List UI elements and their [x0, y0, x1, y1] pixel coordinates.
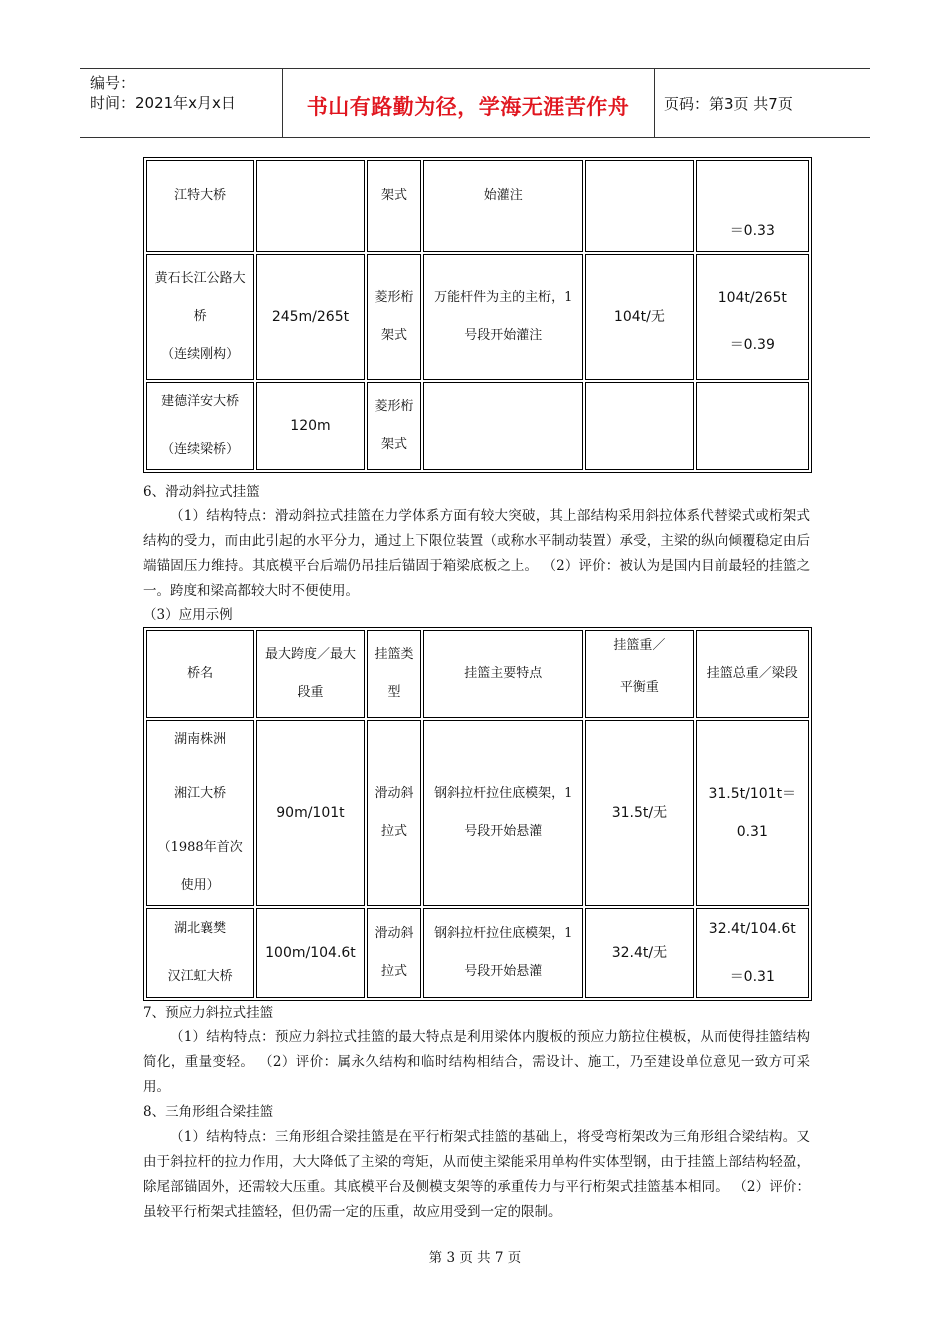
bridge-name: 湖北襄樊 汉江虹大桥: [146, 908, 254, 998]
header-basket-type: 挂篮类 型: [367, 630, 422, 718]
basket-weight: 31.5t/无: [585, 720, 693, 906]
basket-weight: 32.4t/无: [585, 908, 693, 998]
header-bridge-name: 桥名: [146, 630, 254, 718]
section-7-paragraph: （1）结构特点：预应力斜拉式挂篮的最大特点是利用梁体内腹板的预应力筋拉住模板，从而使得挂篮结构简化，重量变轻。 （2）评价：属永久结构和临时结构相结合，需设计、施工，乃至建设单位意见一致方可采用。: [143, 1029, 810, 1095]
weight-ratio: 104t/265t ＝0.39: [696, 254, 809, 380]
time-label: 时间：2021年x月x日: [90, 94, 236, 112]
page-info: 页码：第3页 共7页: [664, 95, 793, 113]
table-row: [146, 254, 809, 380]
table-row: [146, 382, 809, 470]
basket-weight: [585, 382, 693, 470]
basket-weight: 104t/无: [585, 254, 693, 380]
basket-features: 钢斜拉杆拉住底模架，1 号段开始悬灌: [423, 720, 583, 906]
header-left: [90, 73, 236, 113]
page-footer: 第 3 页 共 7 页: [428, 1250, 522, 1266]
weight-ratio: 32.4t/104.6t ＝0.31: [696, 908, 809, 998]
basket-type: 菱形桁 架式: [367, 382, 422, 470]
bridge-name: 江特大桥: [146, 160, 254, 252]
header-basket-features: 挂篮主要特点: [423, 630, 583, 718]
weight-ratio: ＝0.33: [696, 160, 809, 252]
header-divider: [654, 69, 655, 137]
basket-features: 钢斜拉杆拉住底模架，1 号段开始悬灌: [423, 908, 583, 998]
basket-type: 滑动斜 拉式: [367, 908, 422, 998]
basket-type: 架式: [367, 160, 422, 252]
page-header: [80, 68, 870, 138]
header-span-weight: 最大跨度／最大 段重: [256, 630, 364, 718]
weight-ratio: 31.5t/101t＝ 0.31: [696, 720, 809, 906]
span-weight: [256, 160, 364, 252]
section-6-title: 6、滑动斜拉式挂篮: [143, 484, 260, 500]
bridge-name: 黄石长江公路大 桥 （连续刚构）: [146, 254, 254, 380]
table-row: [146, 908, 809, 998]
section-6-example: （3）应用示例: [143, 607, 233, 623]
section-8-title: 8、三角形组合梁挂篮: [143, 1104, 274, 1120]
section-7-title: 7、预应力斜拉式挂篮: [143, 1005, 274, 1021]
span-weight: 90m/101t: [256, 720, 364, 906]
weight-ratio: [696, 382, 809, 470]
header-motto: 书山有路勤为径，学海无涯苦作舟: [306, 95, 630, 119]
bridge-name: 湖南株洲 湘江大桥 （1988年首次 使用）: [146, 720, 254, 906]
section-8-paragraph: （1）结构特点：三角形组合梁挂篮是在平行桁架式挂篮的基础上，将受弯桁架改为三角形组合梁结构。又由于斜拉杆的拉力作用，大大降低了主梁的弯矩，从而使主梁能采用单构件实体型钢，由于挂篮上部结构轻盈，除尾部锚固外，还需较大压重。其底模平台及侧模支架等的承重传力与平行桁架式挂篮基本相同。 （2）评价：虽较平行桁架式挂篮轻，但仍需一定的压重，故应用受到一定的限制。: [143, 1129, 810, 1220]
basket-features: 万能杆件为主的主桁，1 号段开始灌注: [423, 254, 583, 380]
basket-features: [423, 382, 583, 470]
span-weight: 120m: [256, 382, 364, 470]
bridge-table-1: [143, 157, 812, 473]
number-label: 编号：: [90, 74, 136, 92]
table-header-row: [146, 630, 809, 718]
bridge-name: 建德洋安大桥 （连续梁桥）: [146, 382, 254, 470]
section-6-paragraph: （1）结构特点：滑动斜拉式挂篮在力学体系方面有较大突破，其上部结构采用斜拉体系代替梁式或桁架式结构的受力，而由此引起的水平分力，通过上下限位装置（或称水平制动装置）承受，主梁的纵向倾覆稳定由后端锚固压力维持。其底模平台后端仍吊挂后锚固于箱梁底板之上。 （2）评价：被认为是国内目前最轻的挂篮之一。跨度和梁高都较大时不便使用。: [143, 508, 810, 599]
span-weight: 100m/104.6t: [256, 908, 364, 998]
basket-type: 菱形桁 架式: [367, 254, 422, 380]
span-weight: 245m/265t: [256, 254, 364, 380]
basket-features: 始灌注: [423, 160, 583, 252]
bridge-table-2: [143, 627, 812, 1001]
basket-weight: [585, 160, 693, 252]
basket-type: 滑动斜 拉式: [367, 720, 422, 906]
table-row: [146, 720, 809, 906]
table-row: [146, 160, 809, 252]
header-basket-weight: 挂篮重／ 平衡重: [585, 630, 693, 718]
header-weight-ratio: 挂篮总重／梁段: [696, 630, 809, 718]
